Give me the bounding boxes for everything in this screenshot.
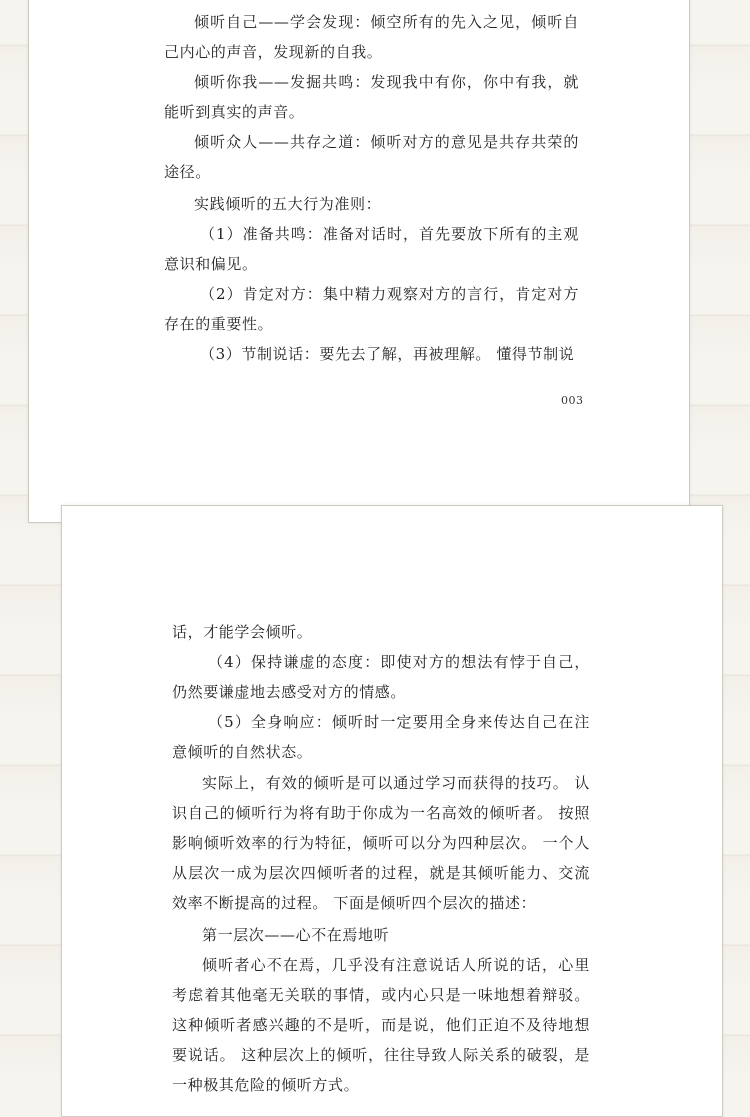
paragraph-principle-1: （1）准备共鸣：准备对话时，首先要放下所有的主观意识和偏见。 [164,225,579,273]
page-number: 003 [561,394,584,407]
book-page-upper [28,0,690,523]
paragraph-principle-5: （5）全身响应：倾听时一定要用全身来传达自己在注意倾听的自然状态。 [172,713,590,761]
paragraph-listen-self: 倾听自己——学会发现：倾空所有的先入之见，倾听自己内心的声音，发现新的自我。 [164,13,579,61]
paragraph-listening-levels-intro: 实际上，有效的倾听是可以通过学习而获得的技巧。 认识自己的倾听行为将有助于你成为一名高效的倾听者。 按照影响倾听效率的行为特征，倾听可以分为四种层次。 一个人从层次一成为层次四倾听者的过程，就是其倾听能力、交流效率不断提高的过程。 下面是倾听四个层次的描述： [172,774,590,912]
paragraph-continuation: 话，才能学会倾听。 [172,623,313,641]
paragraph-level-one-description: 倾听者心不在焉，几乎没有注意说话人所说的话，心里考虑着其他毫无关联的事情，或内心只是一味地想着辩驳。这种倾听者感兴趣的不是听，而是说，他们正迫不及待地想要说话。 这种层次上的倾听，往往导致人际关系的破裂，是一种极其危险的倾听方式。 [172,956,590,1094]
paragraph-principle-3: （3）节制说话：要先去了解，再被理解。 懂得节制说 [200,345,575,363]
book-page-lower [61,505,723,1117]
paragraph-listen-each-other: 倾听你我——发掘共鸣：发现我中有你，你中有我，就能听到真实的声音。 [164,73,579,121]
paragraph-listen-everyone: 倾听众人——共存之道：倾听对方的意见是共存共荣的途径。 [164,133,579,181]
paragraph-five-principles-heading: 实践倾听的五大行为准则： [194,195,382,213]
heading-level-one: 第一层次——心不在焉地听 [202,926,390,944]
paragraph-principle-4: （4）保持谦虚的态度：即使对方的想法有悖于自己，仍然要谦虚地去感受对方的情感。 [172,653,590,701]
paragraph-principle-2: （2）肯定对方：集中精力观察对方的言行，肯定对方存在的重要性。 [164,285,579,333]
